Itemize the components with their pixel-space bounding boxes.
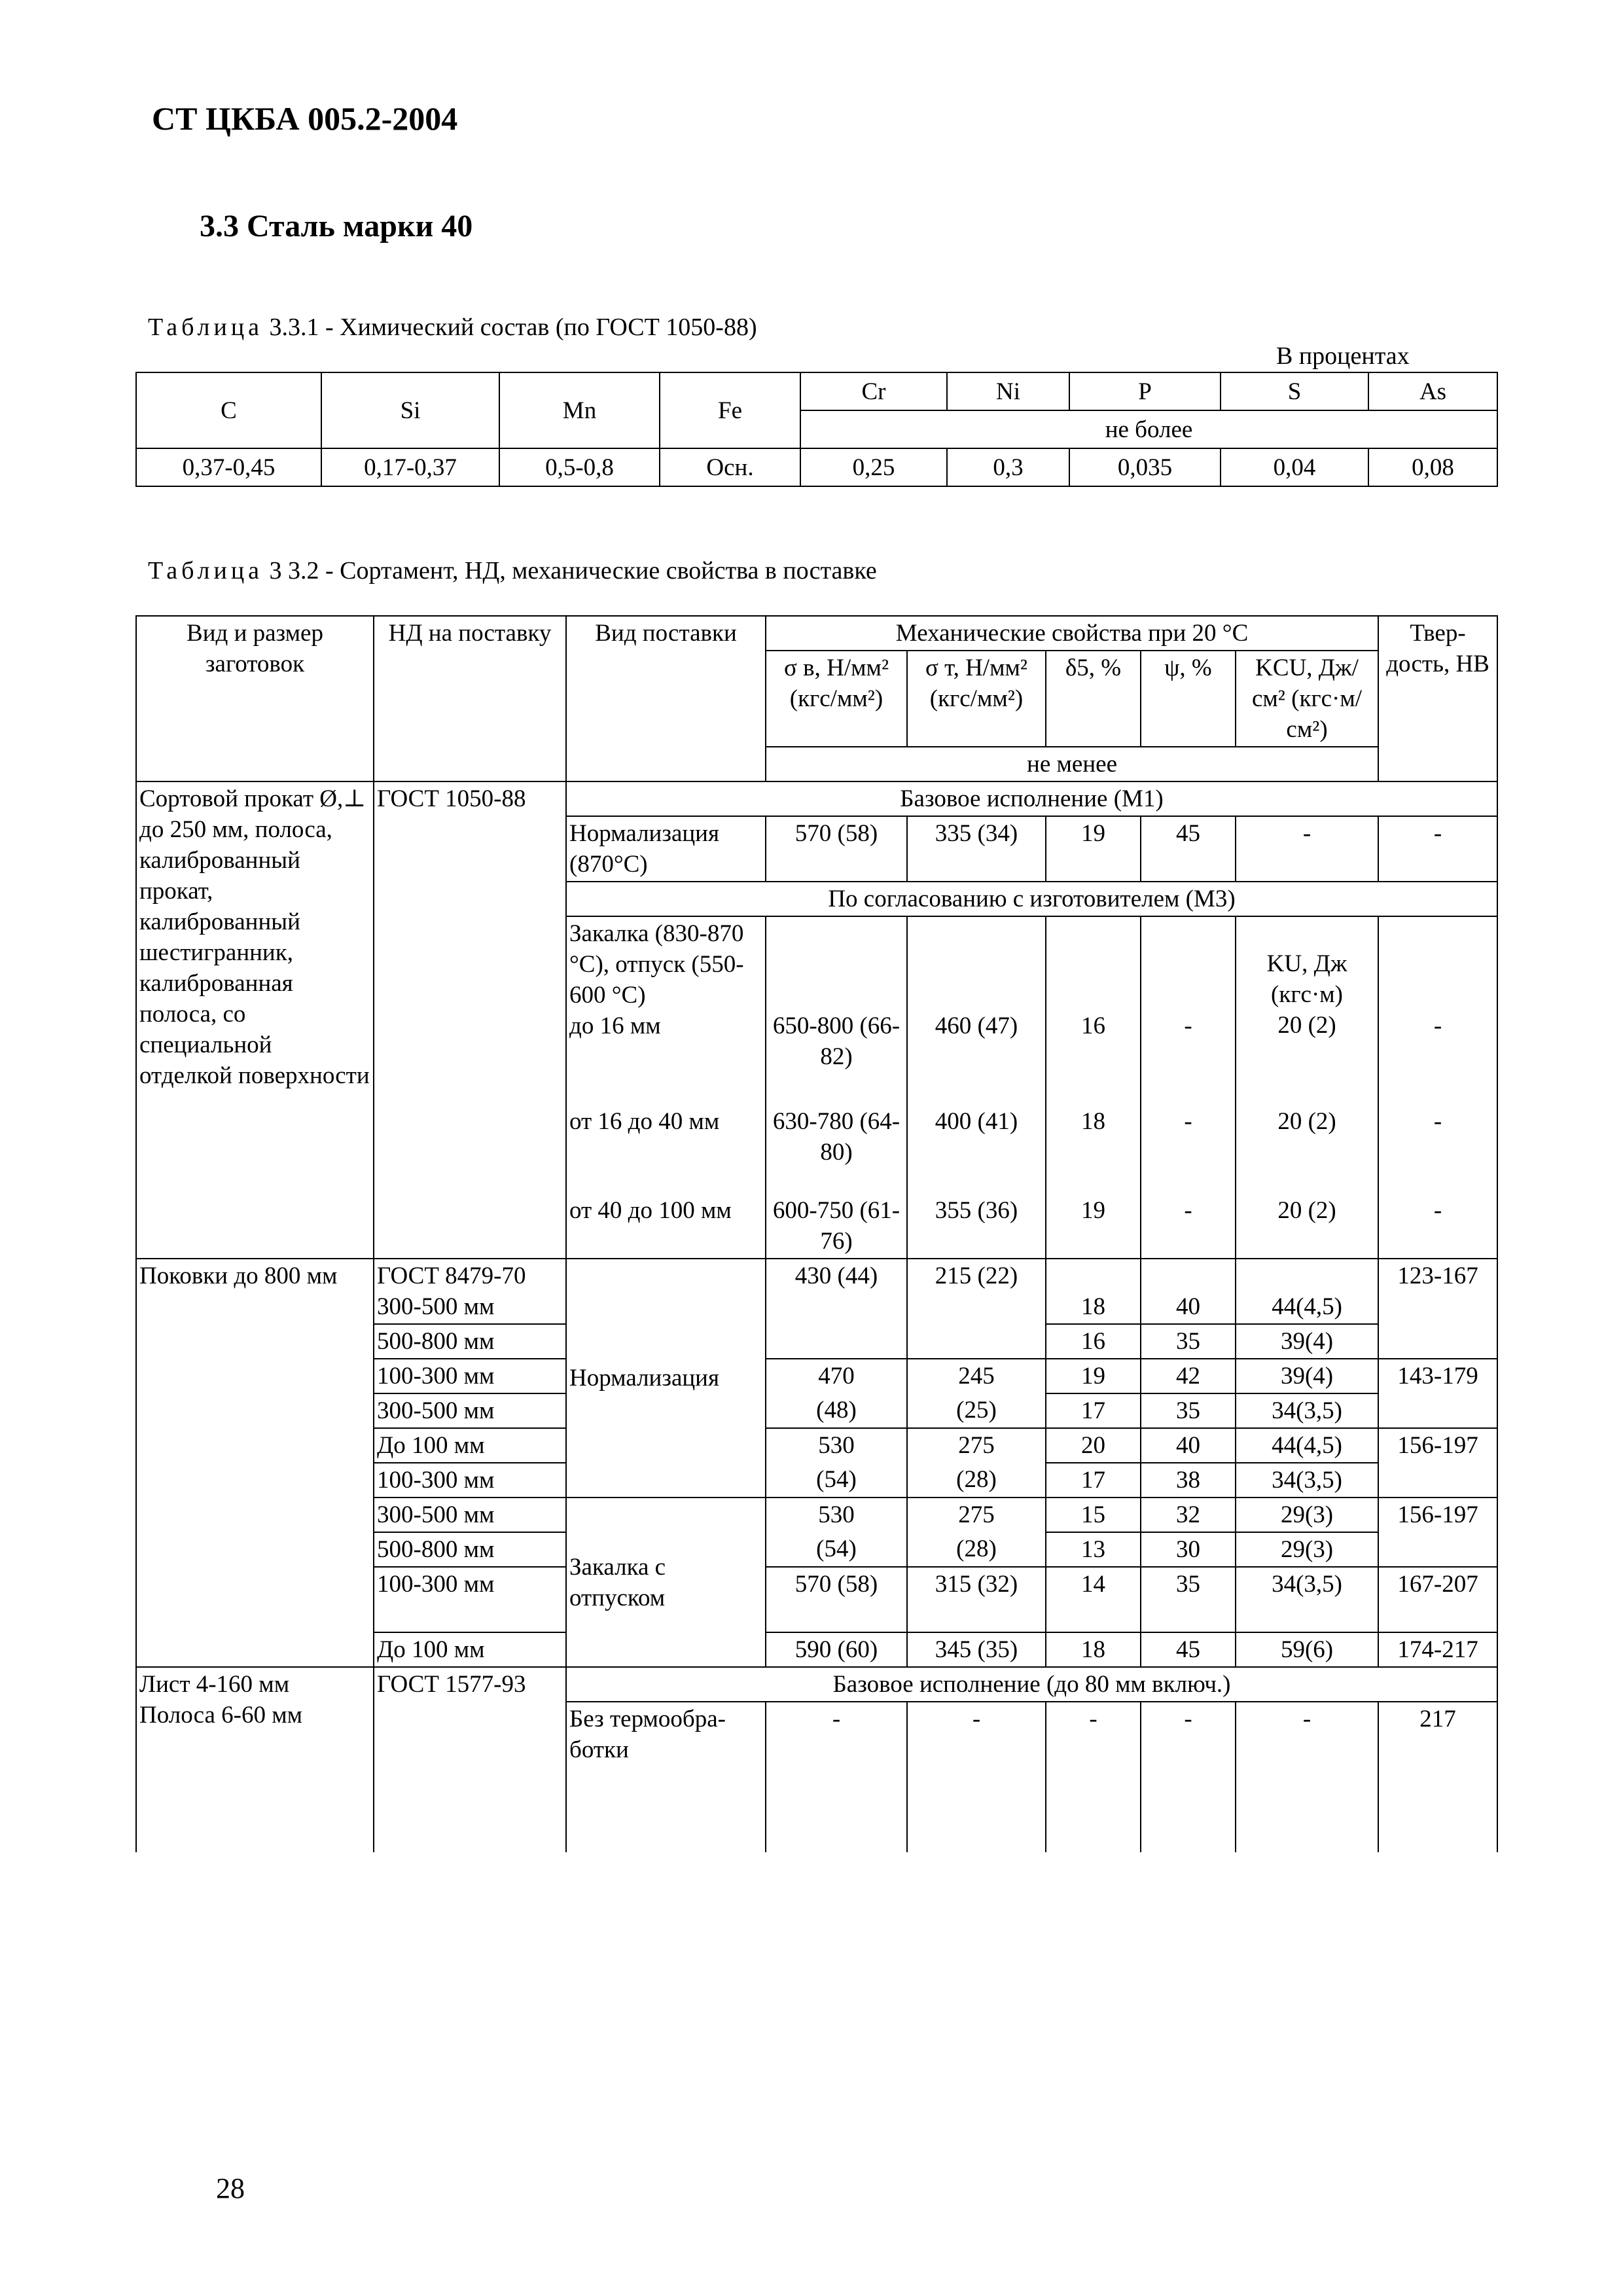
cell: 30	[1141, 1532, 1236, 1567]
cell: 29(3)	[1236, 1498, 1378, 1532]
size: 100-300 мм	[374, 1567, 566, 1632]
assortment-properties-table	[135, 615, 1498, 1852]
cell: 14	[1046, 1567, 1141, 1632]
cell: 17	[1046, 1393, 1141, 1428]
section-title: 3.3 Сталь марки 40	[200, 209, 473, 243]
cell: 19	[1046, 816, 1141, 882]
caption-prefix: Таблица	[148, 557, 264, 584]
header-blank-size: Вид и размер заготовок	[136, 616, 374, 781]
cell: 275	[907, 1498, 1046, 1532]
cell: 0,08	[1368, 448, 1497, 486]
cell: 215 (22)	[907, 1259, 1046, 1359]
cell: 59(6)	[1236, 1632, 1378, 1667]
ku-label: KU, Дж (кгс·м)	[1266, 950, 1347, 1008]
cell: 123-167	[1378, 1259, 1497, 1359]
cell: -	[907, 1702, 1046, 1852]
header-sigma-v: σ в, Н/мм² (кгс/мм²)	[766, 651, 907, 747]
chemical-composition-table	[135, 372, 1498, 487]
table2-caption	[148, 556, 877, 585]
header-sigma-t: σ т, Н/мм² (кгс/мм²)	[907, 651, 1046, 747]
cell: 40	[1141, 1428, 1236, 1463]
cell: 167-207	[1378, 1567, 1497, 1632]
cell: 19	[1046, 1359, 1141, 1393]
cell: 345 (35)	[907, 1632, 1046, 1667]
cell: 460 (47)	[907, 916, 1046, 1073]
cell: 600-750 (61-76)	[766, 1169, 907, 1259]
cell: 39(4)	[1236, 1359, 1378, 1393]
caption-prefix: Таблица	[148, 314, 264, 341]
cell: (28)	[907, 1532, 1046, 1567]
cell: -	[1378, 1073, 1497, 1169]
table-row	[136, 1259, 1497, 1324]
cell: 174-217	[1378, 1632, 1497, 1667]
cell: 20 (2)	[1236, 1073, 1378, 1169]
no-heat-treatment-label: Без термообра-ботки	[566, 1702, 766, 1852]
size: 100-300 мм	[374, 1463, 566, 1498]
cell: 355 (36)	[907, 1169, 1046, 1259]
header-kcu: KCU, Дж/см² (кгс·м/см²)	[1236, 651, 1378, 747]
size: 300-500 мм	[377, 1293, 495, 1320]
cell: 35	[1141, 1567, 1236, 1632]
cell: 590 (60)	[766, 1632, 907, 1667]
normalization-label: Нормализация	[566, 1259, 766, 1498]
cell: 630-780 (64-80)	[766, 1073, 907, 1169]
size: 500-800 мм	[374, 1324, 566, 1359]
header-delivery-type: Вид поставки	[566, 616, 766, 781]
header-mechanical-properties: Механические свойства при 20 °С	[766, 616, 1378, 651]
size: До 100 мм	[374, 1428, 566, 1463]
cell: (54)	[766, 1532, 907, 1567]
cell: (54)	[766, 1463, 907, 1498]
size: 300-500 мм	[374, 1393, 566, 1428]
cell: 570 (58)	[766, 1567, 907, 1632]
header-ni: Ni	[947, 372, 1069, 410]
cell: 35	[1141, 1324, 1236, 1359]
header-delta: δ5, %	[1046, 651, 1141, 747]
quench-condition	[566, 916, 766, 1073]
cell: 0,04	[1221, 448, 1368, 486]
agreed-version-m3: По согласованию с изготовителем (М3)	[566, 882, 1497, 916]
cell: -	[1378, 1169, 1497, 1259]
header-s: S	[1221, 372, 1368, 410]
forgings-description: Поковки до 800 мм	[136, 1259, 374, 1667]
size-up-to-16: до 16 мм	[569, 1013, 661, 1039]
cell: 34(3,5)	[1236, 1463, 1378, 1498]
cell: Осн.	[660, 448, 800, 486]
cell: 29(3)	[1236, 1532, 1378, 1567]
cell: -	[1046, 1702, 1141, 1852]
normalization-label: Нормализация (870°С)	[566, 816, 766, 882]
cell: (28)	[907, 1463, 1046, 1498]
cell: -	[1141, 1169, 1236, 1259]
cell: 20 (2)	[1236, 1169, 1378, 1259]
table1-caption	[148, 313, 757, 342]
cell: 156-197	[1378, 1428, 1497, 1498]
header-mn: Mn	[499, 372, 660, 448]
cell: 38	[1141, 1463, 1236, 1498]
cell: 400 (41)	[907, 1073, 1046, 1169]
cell: 0,25	[800, 448, 947, 486]
cell: 45	[1141, 1632, 1236, 1667]
size-16-40: от 16 до 40 мм	[566, 1073, 766, 1169]
cell: 45	[1141, 816, 1236, 882]
header-c: C	[136, 372, 321, 448]
cell: -	[1378, 816, 1497, 882]
header-p: P	[1069, 372, 1221, 410]
cell: (25)	[907, 1393, 1046, 1428]
cell: 20	[1046, 1428, 1141, 1463]
cell: 15	[1046, 1498, 1141, 1532]
units-label: В процентах	[1276, 342, 1410, 370]
cell: -	[1378, 916, 1497, 1073]
cell: -	[1236, 816, 1378, 882]
cell: 19	[1046, 1169, 1141, 1259]
quench-label: Закалка (830-870 °С), отпуск (550-600 °С)	[569, 920, 744, 1009]
cell: 143-179	[1378, 1359, 1497, 1428]
forging-size-cell	[374, 1259, 566, 1324]
cell: 34(3,5)	[1236, 1567, 1378, 1632]
cell: 0,37-0,45	[136, 448, 321, 486]
cell: 217	[1378, 1702, 1497, 1852]
base-version-m1: Базовое исполнение (М1)	[566, 781, 1497, 816]
header-as: As	[1368, 372, 1497, 410]
size: 500-800 мм	[374, 1532, 566, 1567]
header-cr: Cr	[800, 372, 947, 410]
cell: (48)	[766, 1393, 907, 1428]
cell: 0,3	[947, 448, 1069, 486]
cell: 430 (44)	[766, 1259, 907, 1359]
cell: -	[1141, 1073, 1236, 1169]
cell: 245	[907, 1359, 1046, 1393]
page-number: 28	[216, 2172, 245, 2204]
header-si: Si	[321, 372, 499, 448]
size: До 100 мм	[374, 1632, 566, 1667]
caption-text: 3.3.1 - Химический состав (по ГОСТ 1050-88)	[269, 314, 757, 341]
header-nd: НД на поставку	[374, 616, 566, 781]
header-fe: Fe	[660, 372, 800, 448]
header-min: не менее	[766, 747, 1378, 781]
cell: 32	[1141, 1498, 1236, 1532]
size-40-100: от 40 до 100 мм	[566, 1169, 766, 1259]
cell: 44(4,5)	[1236, 1428, 1378, 1463]
cell: 20 (2)	[1277, 1012, 1336, 1039]
quench-temper-label: Закалка с отпуском	[566, 1498, 766, 1667]
cell: 315 (32)	[907, 1567, 1046, 1632]
sheet-nd: ГОСТ 1577-93	[374, 1667, 566, 1852]
cell: 0,5-0,8	[499, 448, 660, 486]
cell: 470	[766, 1359, 907, 1393]
document-code: СТ ЦКБА 005.2-2004	[152, 100, 458, 137]
cell: -	[766, 1702, 907, 1852]
size: 100-300 мм	[374, 1359, 566, 1393]
caption-text: 3 3.2 - Сортамент, НД, механические свойства в поставке	[269, 557, 877, 584]
cell: 18	[1046, 1259, 1141, 1324]
cell: 35	[1141, 1393, 1236, 1428]
cell: 34(3,5)	[1236, 1393, 1378, 1428]
cell: 40	[1141, 1259, 1236, 1324]
size: 300-500 мм	[374, 1498, 566, 1532]
cell: 0,035	[1069, 448, 1221, 486]
bar-stock-nd: ГОСТ 1050-88	[374, 781, 566, 1259]
cell: 530	[766, 1428, 907, 1463]
cell: 0,17-0,37	[321, 448, 499, 486]
table-row	[136, 448, 1497, 486]
cell: 39(4)	[1236, 1324, 1378, 1359]
cell: 16	[1046, 916, 1141, 1073]
cell: 335 (34)	[907, 816, 1046, 882]
cell: -	[1141, 1702, 1236, 1852]
sheet-description: Лист 4-160 мм Полоса 6-60 мм	[136, 1667, 374, 1852]
cell: -	[1141, 916, 1236, 1073]
header-hardness: Твер-дость, НВ	[1378, 616, 1497, 781]
cell: 275	[907, 1428, 1046, 1463]
bar-stock-description: Сортовой прокат Ø,⊥ до 250 мм, полоса, калиброванный прокат, калиброванный шестигранник, калиброванная полоса, со специальной отделкой поверхности	[136, 781, 374, 1259]
cell: 650-800 (66-82)	[766, 916, 907, 1073]
cell: 570 (58)	[766, 816, 907, 882]
cell: 530	[766, 1498, 907, 1532]
ku-cell	[1236, 916, 1378, 1073]
cell: 18	[1046, 1073, 1141, 1169]
cell: 156-197	[1378, 1498, 1497, 1567]
cell: 13	[1046, 1532, 1141, 1567]
header-psi: ψ, %	[1141, 651, 1236, 747]
cell: 44(4,5)	[1236, 1259, 1378, 1324]
cell: 16	[1046, 1324, 1141, 1359]
cell: 42	[1141, 1359, 1236, 1393]
forgings-nd: ГОСТ 8479-70	[377, 1263, 526, 1289]
cell: 18	[1046, 1632, 1141, 1667]
cell: -	[1236, 1702, 1378, 1852]
max-subheader: не более	[800, 410, 1497, 448]
base-version-80: Базовое исполнение (до 80 мм включ.)	[566, 1667, 1497, 1702]
cell: 17	[1046, 1463, 1141, 1498]
